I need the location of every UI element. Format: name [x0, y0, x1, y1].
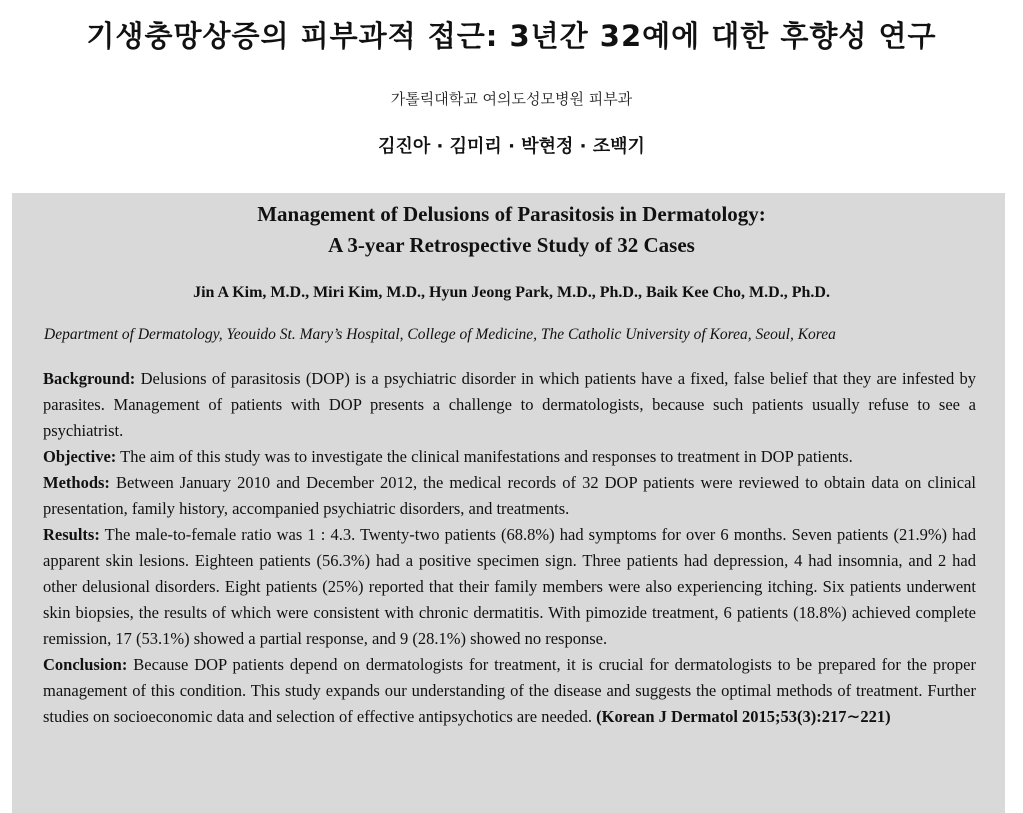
english-title — [0, 199, 1023, 261]
korean-title: 기생충망상증의 피부과적 접근: 3년간 32예에 대한 후향성 연구 — [86, 19, 937, 53]
objective-text: The aim of this study was to investigate the clinical manifestations and responses to treatment in DOP patients. — [116, 447, 853, 466]
background-text: Delusions of parasitosis (DOP) is a psychiatric disorder in which patients have a fixed, false belief that they are infested by parasites. Management of patients with DOP presents a challenge to dermatologists, because such patients usually refuse to see a psychiatrist. — [43, 369, 976, 440]
korean-affiliation: 가톨릭대학교 여의도성모병원 피부과 — [390, 90, 633, 108]
background-label: Background: — [43, 369, 136, 388]
objective-label: Objective: — [43, 447, 117, 466]
conclusion-text: Because DOP patients depend on dermatologists for treatment, it is crucial for dermatologists to be prepared for the proper management of this condition. This study expands our understanding of the disease and suggests the optimal methods of treatment. Further studies on socioeconomic data and selection of effective antipsychotics are needed. — [43, 655, 976, 726]
english-affiliation: Department of Dermatology, Yeouido St. Mary’s Hospital, College of Medicine, The Catholic University of Korea, Seoul, Korea — [44, 326, 836, 343]
abstract-body — [43, 366, 976, 730]
abstract-results — [43, 522, 976, 652]
english-title-line2: A 3-year Retrospective Study of 32 Cases — [328, 233, 695, 257]
methods-text: Between January 2010 and December 2012, the medical records of 32 DOP patients were reviewed to obtain data on clinical presentation, family history, accompanied psychiatric disorders, and treatments. — [43, 473, 976, 518]
conclusion-label: Conclusion: — [43, 655, 128, 674]
korean-authors: 김진아 · 김미리 · 박현정 · 조백기 — [378, 136, 645, 157]
abstract-objective — [43, 444, 976, 470]
abstract-methods — [43, 470, 976, 522]
english-title-line1: Management of Delusions of Parasitosis in Dermatology: — [257, 202, 766, 226]
abstract-conclusion — [43, 652, 976, 730]
english-authors: Jin A Kim, M.D., Miri Kim, M.D., Hyun Jeong Park, M.D., Ph.D., Baik Kee Cho, M.D., Ph.D. — [193, 284, 830, 301]
methods-label: Methods: — [43, 473, 110, 492]
citation: (Korean J Dermatol 2015;53(3):217∼221) — [596, 707, 891, 726]
abstract-background — [43, 366, 976, 444]
results-label: Results: — [43, 525, 100, 544]
results-text: The male-to-female ratio was 1 : 4.3. Twenty-two patients (68.8%) had symptoms for over 6 months. Seven patients (21.9%) had apparent skin lesions. Eighteen patients (56.3%) had a positive specimen sign. Three patients had depression, 4 had insomnia, and 2 had other delusional disorders. Eight patients (25%) reported that their family members were also experiencing itching. Six patients underwent skin biopsies, the results of which were consistent with chronic dermatitis. With pimozide treatment, 6 patients (18.8%) achieved complete remission, 17 (53.1%) showed a partial response, and 9 (28.1%) showed no response. — [43, 525, 976, 648]
